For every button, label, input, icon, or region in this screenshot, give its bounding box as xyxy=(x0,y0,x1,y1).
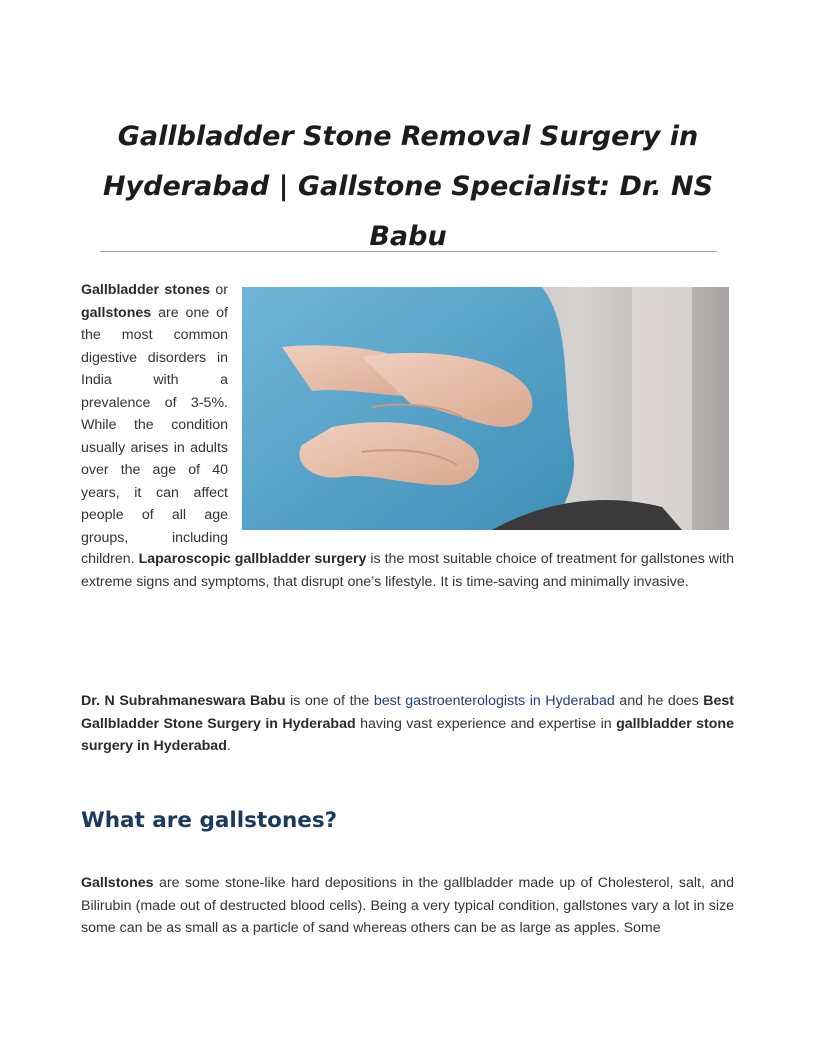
text-run: India with a xyxy=(81,372,228,388)
bold-text: Best Gallbladder Stone Surgery in Hyderabad xyxy=(81,693,735,732)
column-line xyxy=(81,324,228,347)
bold-text: Gallbladder stones xyxy=(81,282,211,298)
text-run: . xyxy=(226,738,231,754)
text-run: years, it can affect xyxy=(81,484,228,501)
page-title xyxy=(60,112,756,262)
text-run: people of all age xyxy=(81,507,228,523)
text-run: are some stone-like hard depositions in the gallbladder made up of Cholesterol, salt, and Bilirubin (made out of destructed blood cells). Being a very typical condition, gallstones vary a lot in size some can be as small as a particle of sand whereas others can be as large as apples. Some xyxy=(81,875,734,936)
column-line xyxy=(81,347,228,370)
column-line xyxy=(81,459,228,482)
bold-text: Gallstones xyxy=(81,875,154,891)
text-run: children. xyxy=(81,551,139,567)
gallstones-paragraph xyxy=(81,872,734,940)
column-line xyxy=(81,504,228,527)
bold-text: gallbladder stone surgery in Hyderabad xyxy=(81,715,734,754)
text-run: digestive disorders in xyxy=(81,349,228,366)
column-line xyxy=(81,369,228,392)
text-run: and he does xyxy=(614,693,704,709)
column-line xyxy=(81,392,228,415)
intro-paragraph-continuation xyxy=(81,548,734,593)
text-run: is one of the xyxy=(285,693,374,709)
bold-text: gallstones xyxy=(81,304,152,321)
column-line xyxy=(81,414,228,437)
intro-paragraph-column xyxy=(81,279,228,549)
bold-text: Laparoscopic gallbladder surgery xyxy=(138,551,367,567)
text-run: prevalence of 3-5%. xyxy=(81,394,228,411)
text-run: over the age of 40 xyxy=(81,462,228,478)
woman-holding-stomach-photo xyxy=(242,287,729,530)
column-line xyxy=(81,482,228,505)
text-run: While the condition xyxy=(81,417,228,433)
text-run: the most common xyxy=(81,327,228,343)
text-run: groups, including xyxy=(81,529,228,546)
page-title-line-2: Hyderabad | Gallstone Specialist: Dr. NS Babu xyxy=(102,171,714,252)
column-line xyxy=(81,279,228,302)
section-heading-what-are-gallstones: What are gallstones? xyxy=(81,808,338,833)
text-run: having vast experience and expertise in xyxy=(355,715,617,732)
column-line xyxy=(81,302,228,325)
text-run: usually arises in adults xyxy=(81,439,228,456)
text-run: or xyxy=(210,282,228,298)
column-line xyxy=(81,527,228,550)
inline-link[interactable]: best gastroenterologists in Hyderabad xyxy=(373,693,615,709)
text-run: are one of xyxy=(151,304,228,321)
page-title-line-1: Gallbladder Stone Removal Surgery in xyxy=(117,121,699,152)
bold-text: Dr. N Subrahmaneswara Babu xyxy=(81,693,286,709)
doctor-paragraph xyxy=(81,690,734,758)
title-divider xyxy=(100,251,717,252)
column-line xyxy=(81,437,228,460)
text-run: is the most suitable choice of treatment for gallstones with extreme signs and symptoms, that disrupt one’s lifestyle. It is time-saving and minimally invasive. xyxy=(81,551,734,590)
